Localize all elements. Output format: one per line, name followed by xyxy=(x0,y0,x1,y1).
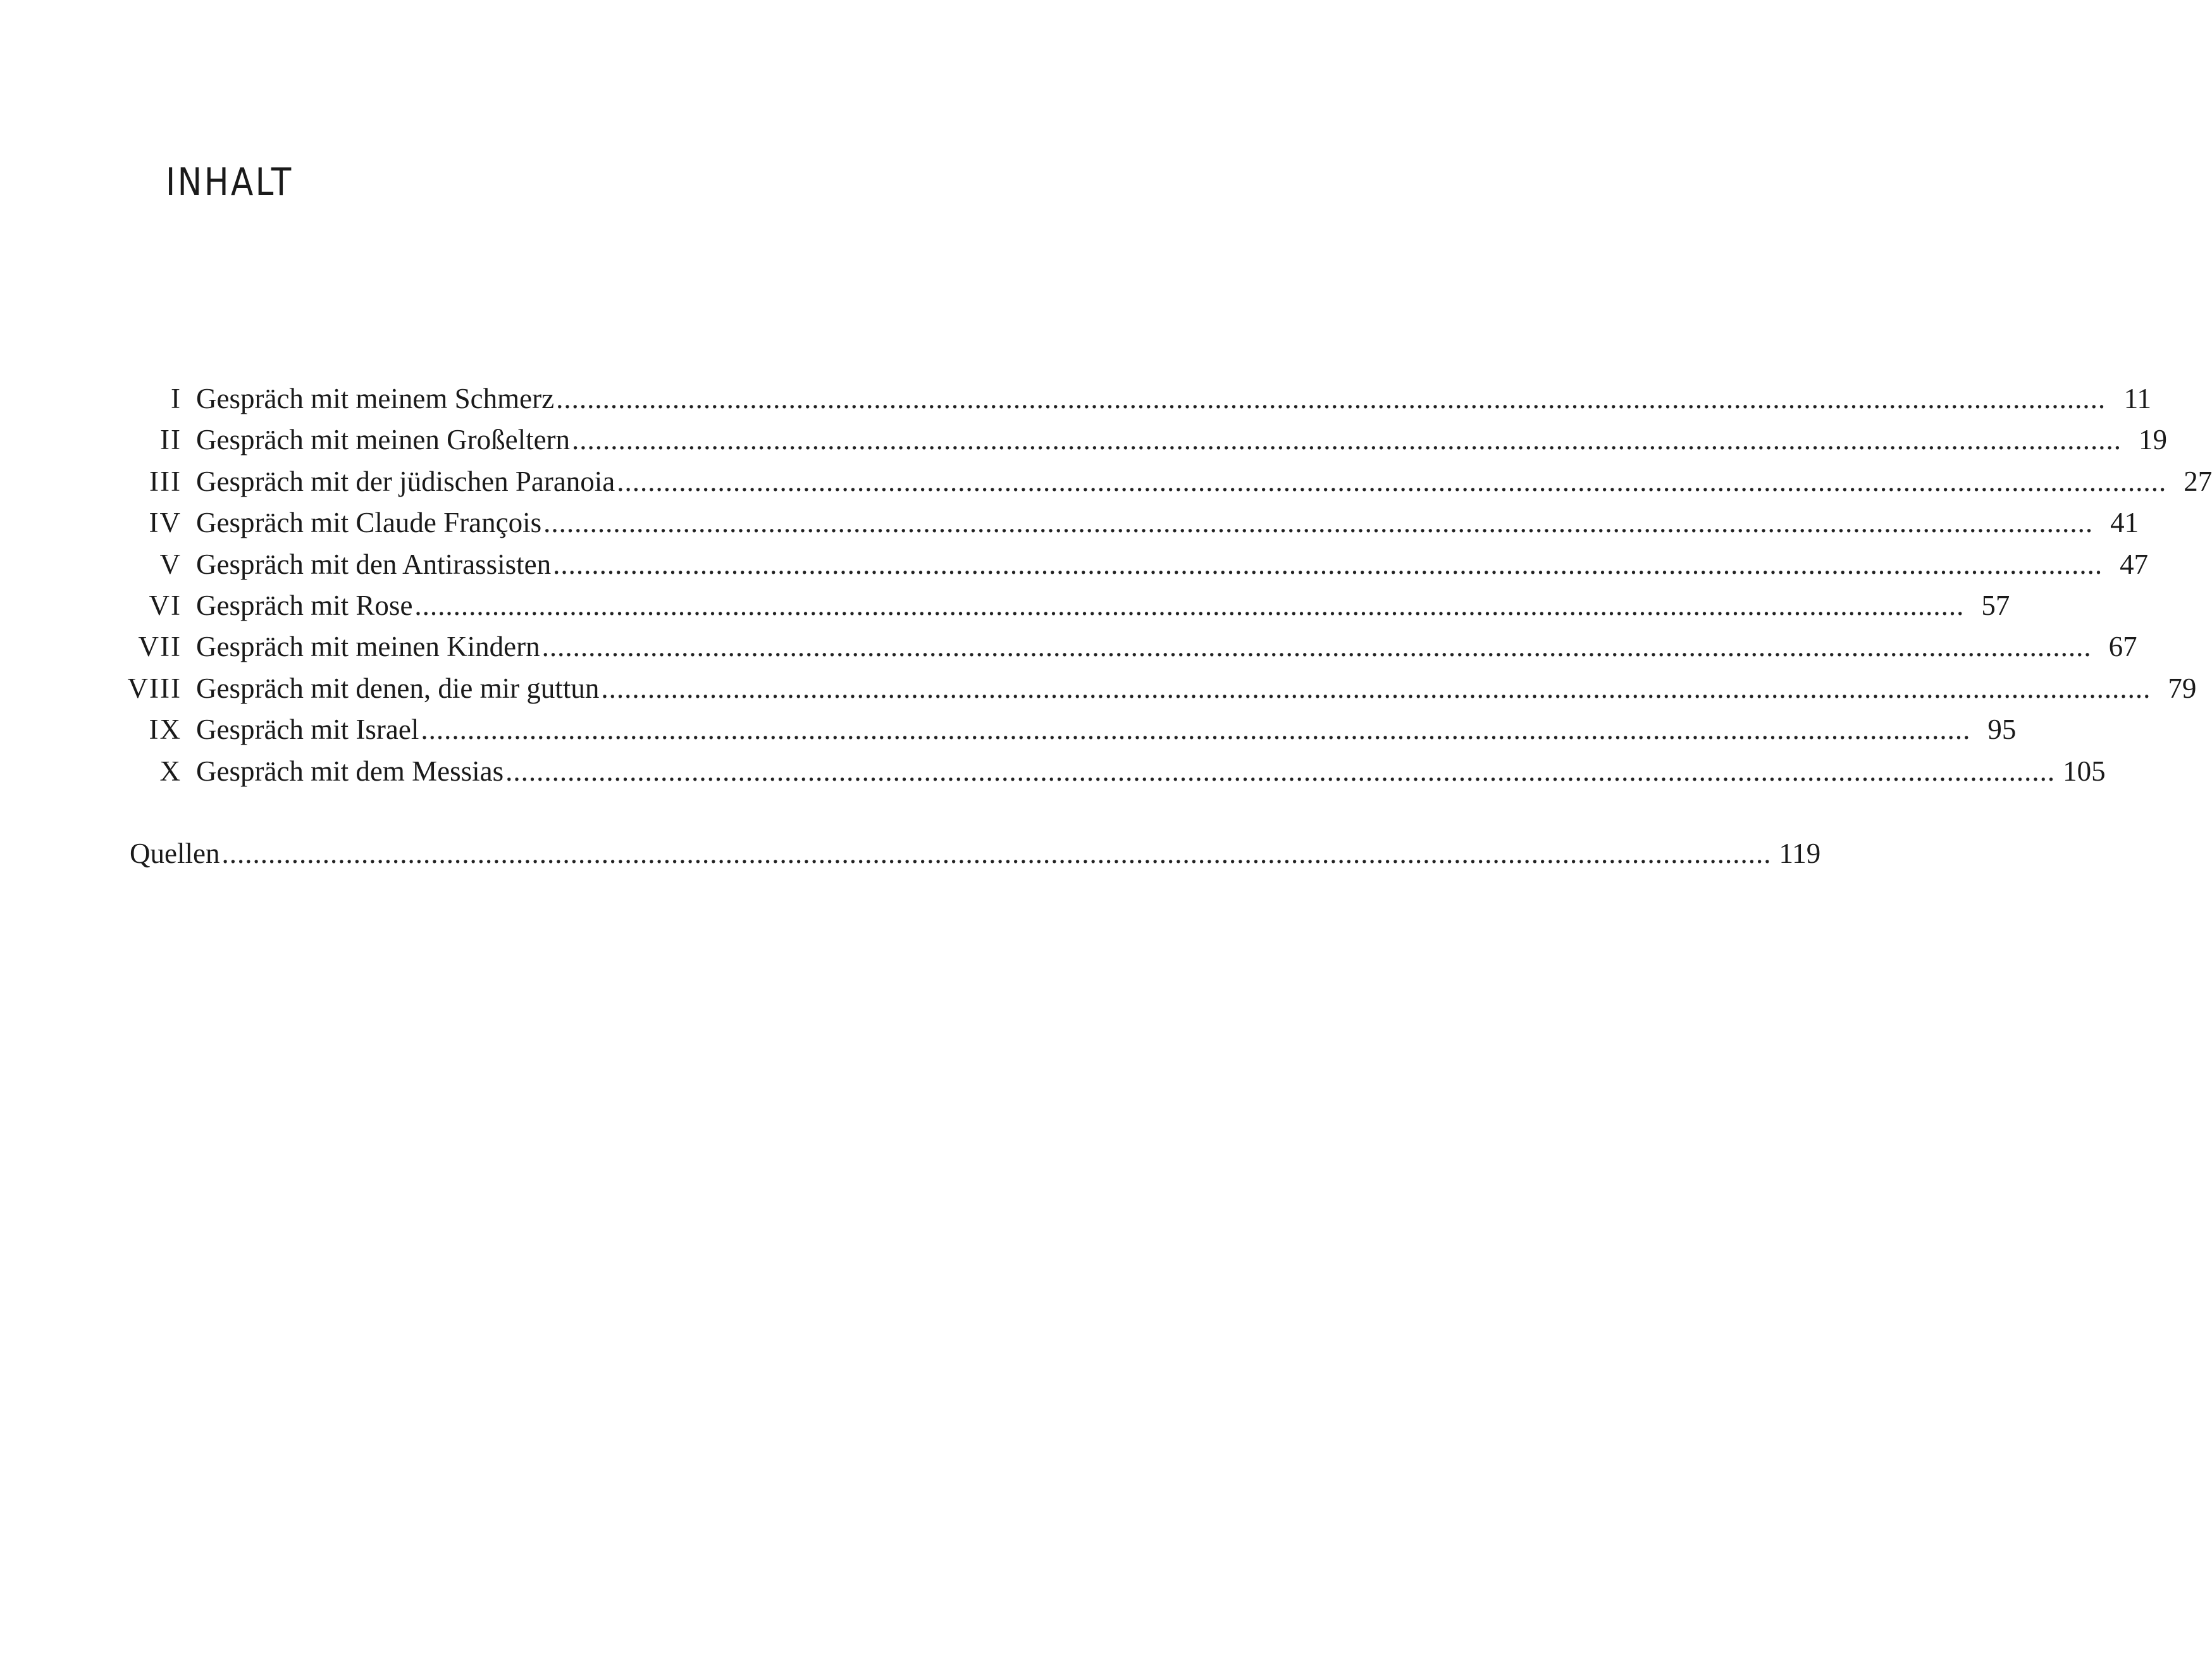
dot-leader: ........................................................................................................................................................................................................ xyxy=(553,548,2103,580)
chapter-title: Gespräch mit meinem Schmerz xyxy=(196,383,555,414)
chapter-number: X xyxy=(159,755,182,787)
page-number: 47 xyxy=(2120,548,2149,580)
toc-entry[interactable] xyxy=(120,751,2106,792)
dot-leader: ........................................................................................................................................................................................................ xyxy=(541,631,2092,663)
table-of-contents xyxy=(120,378,2212,874)
dot-leader: ........................................................................................................................................................................................................ xyxy=(221,837,1772,869)
toc-entry[interactable] xyxy=(120,419,2168,461)
page-number: 57 xyxy=(1981,589,2010,621)
dot-leader: ........................................................................................................................................................................................................ xyxy=(572,424,2122,456)
toc-entry[interactable] xyxy=(120,585,2010,626)
page-number: 79 xyxy=(2168,672,2197,704)
dot-leader: ........................................................................................................................................................................................................ xyxy=(556,383,2106,414)
chapter-number: III xyxy=(149,465,182,497)
dot-leader: ........................................................................................................................................................................................................ xyxy=(617,465,2167,497)
dot-leader: ........................................................................................................................................................................................................ xyxy=(421,714,1971,746)
page-number: 11 xyxy=(2123,383,2152,414)
toc-entry[interactable] xyxy=(120,626,2137,667)
chapter-number: IX xyxy=(149,714,182,746)
page-number: 41 xyxy=(2110,507,2139,539)
chapter-number: II xyxy=(160,424,182,456)
sources-title: Quellen xyxy=(130,837,220,869)
chapter-title: Gespräch mit dem Messias xyxy=(196,755,504,787)
chapter-number: I xyxy=(171,383,182,414)
page-title: INHALT xyxy=(166,160,293,204)
toc-entry-sources[interactable] xyxy=(120,833,1821,874)
page-number: 19 xyxy=(2139,424,2168,456)
chapter-title: Gespräch mit meinen Großeltern xyxy=(196,424,571,456)
chapter-title: Gespräch mit der jüdischen Paranoia xyxy=(196,465,615,497)
toc-entry[interactable] xyxy=(120,502,2139,543)
page-number: 119 xyxy=(1779,837,1821,869)
chapter-number: V xyxy=(159,548,182,580)
chapter-title: Gespräch mit den Antirassisten xyxy=(196,548,552,580)
dot-leader: ........................................................................................................................................................................................................ xyxy=(505,755,2056,787)
page-number: 105 xyxy=(2063,755,2106,787)
toc-entry[interactable] xyxy=(120,378,2152,419)
chapter-title: Gespräch mit Claude François xyxy=(196,507,542,539)
toc-entry[interactable] xyxy=(120,461,2212,502)
page-number: 67 xyxy=(2108,631,2137,663)
toc-entry[interactable] xyxy=(120,709,2017,750)
chapter-number: IV xyxy=(149,507,182,539)
page-number: 27 xyxy=(2184,465,2212,497)
dot-leader: ........................................................................................................................................................................................................ xyxy=(601,672,2151,704)
dot-leader: ........................................................................................................................................................................................................ xyxy=(414,589,1965,621)
chapter-number: VII xyxy=(138,631,182,663)
chapter-title: Gespräch mit Rose xyxy=(196,589,413,621)
chapter-number: VI xyxy=(149,589,182,621)
dot-leader: ........................................................................................................................................................................................................ xyxy=(543,507,2094,539)
page-number: 95 xyxy=(1987,714,2017,746)
chapter-number: VIII xyxy=(127,672,182,704)
toc-entry[interactable] xyxy=(120,544,2149,585)
toc-entry[interactable] xyxy=(120,668,2197,709)
chapter-title: Gespräch mit Israel xyxy=(196,714,419,746)
chapter-title: Gespräch mit meinen Kindern xyxy=(196,631,540,663)
chapter-title: Gespräch mit denen, die mir guttun xyxy=(196,672,600,704)
